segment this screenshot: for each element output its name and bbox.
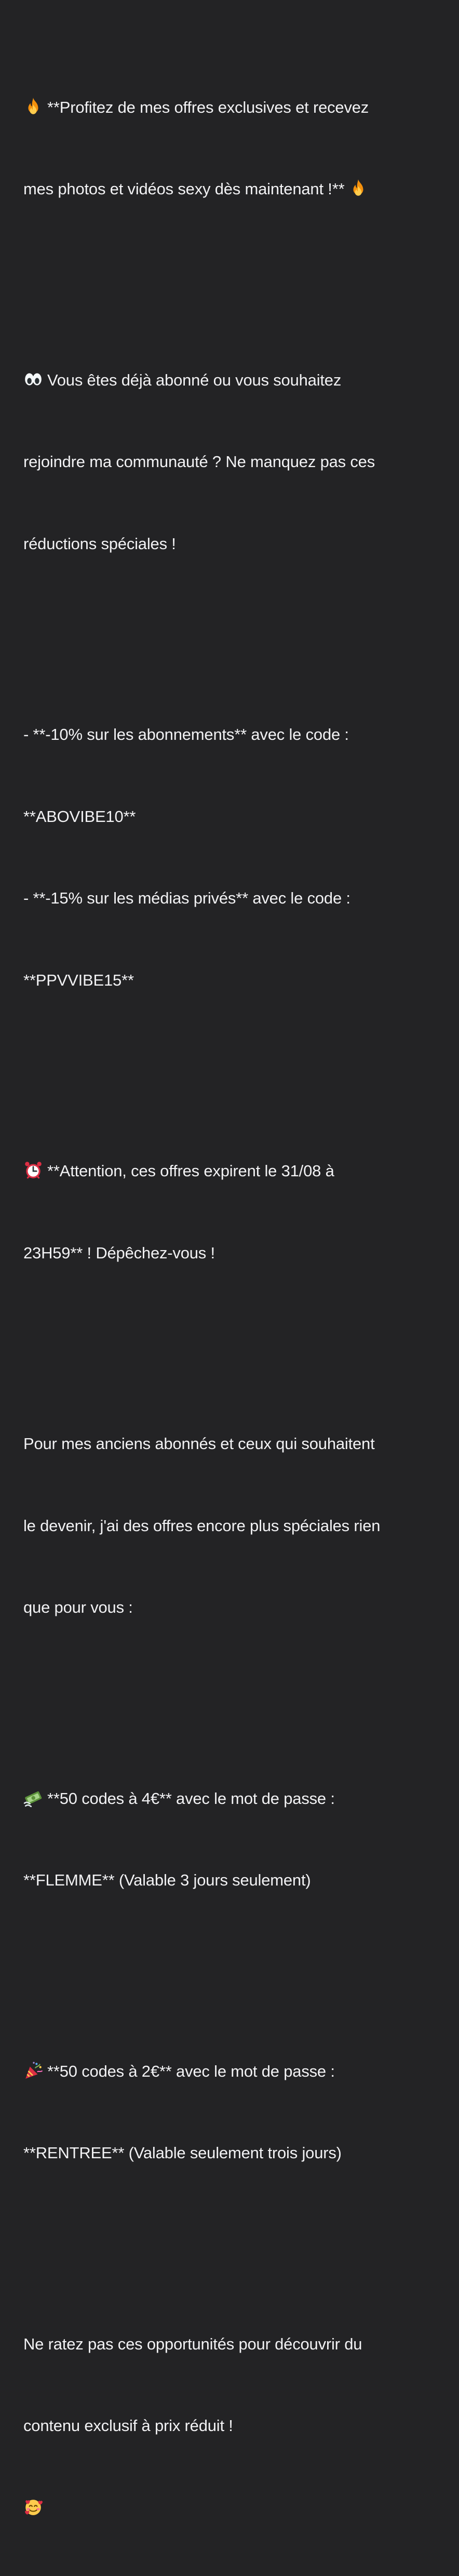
headline-line-2: mes photos et vidéos sexy dès maintenant !**	[23, 176, 439, 203]
smiling-face-with-hearts-icon	[23, 2497, 43, 2517]
former-subscribers-line-1: Pour mes anciens abonnés et ceux qui souhaitent	[23, 1435, 375, 1453]
intro-line-1: Vous êtes déjà abonné ou vous souhaitez	[23, 367, 439, 394]
message-body[interactable]	[23, 12, 439, 2576]
closing-line-2: contenu exclusif à prix réduit !	[23, 2416, 233, 2435]
offer-one-line-2: **FLEMME** (Valable 3 jours seulement)	[23, 1871, 311, 1889]
discount-2-code: **PPVVIBE15**	[23, 971, 134, 989]
closing-line-1: Ne ratez pas ces opportunités pour découvrir du	[23, 2334, 362, 2353]
former-subscribers-line-2: le devenir, j'ai des offres encore plus spéciales rien	[23, 1516, 381, 1535]
fire-icon	[348, 178, 368, 198]
closing-emoji-line	[23, 2494, 439, 2522]
offer-one-line-1: **50 codes à 4€** avec le mot de passe :	[23, 1785, 439, 1813]
fire-icon	[23, 97, 43, 116]
eyes-icon	[23, 369, 43, 389]
offer-two-line-2: **RENTREE** (Valable seulement trois jours)	[23, 2144, 342, 2162]
former-subscribers-line-3: que pour vous :	[23, 1598, 133, 1616]
intro-line-3: réductions spéciales !	[23, 534, 176, 553]
party-popper-icon	[23, 2061, 43, 2080]
discount-2-line-1: - **-15% sur les médias privés** avec le code :	[23, 889, 350, 907]
discount-1-code: **ABOVIBE10**	[23, 807, 136, 826]
alarm-clock-icon	[23, 1160, 43, 1180]
discount-1-line-1: - **-10% sur les abonnements** avec le code :	[23, 725, 349, 743]
deadline-line-1: **Attention, ces offres expirent le 31/08 à	[23, 1158, 439, 1185]
headline-line-1: **Profitez de mes offres exclusives et recevez	[23, 94, 439, 122]
money-with-wings-icon	[23, 1788, 43, 1808]
offer-two-line-1: **50 codes à 2€** avec le mot de passe :	[23, 2058, 439, 2086]
deadline-line-2: 23H59** ! Dépêchez-vous !	[23, 1243, 215, 1262]
intro-line-2: rejoindre ma communauté ? Ne manquez pas ces	[23, 453, 375, 471]
